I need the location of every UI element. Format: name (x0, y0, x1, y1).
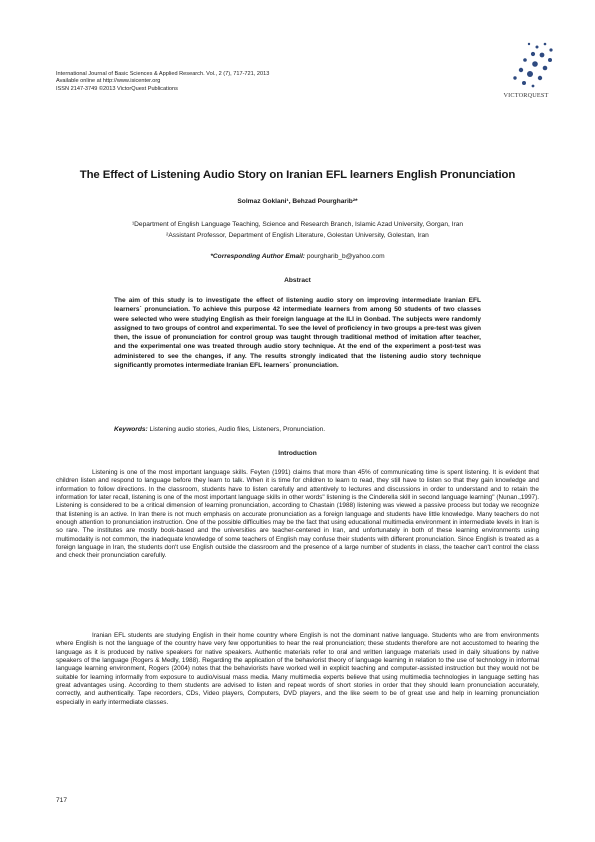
introduction-heading: Introduction (278, 450, 317, 457)
publisher-logo-dots-icon (495, 38, 557, 92)
publisher-logo-text: VICTORQUEST (503, 92, 549, 99)
abstract-heading: Abstract (284, 277, 311, 284)
keywords (114, 426, 481, 433)
corresponding-email: pourgharib_b@yahoo.com (305, 253, 385, 260)
corresponding-author (40, 253, 555, 260)
author-list: Solmaz Goklani¹, Behzad Pourgharib²* (237, 198, 358, 205)
affiliation-1: ¹Department of English Language Teaching, Science and Research Branch, Islamic Azad University, Gorgan, Iran (131, 221, 464, 228)
paper-title: The Effect of Listening Audio Story on Iranian EFL learners English Pronunciation (79, 169, 516, 181)
affiliation-2: ²Assistant Professor, Department of English Literature, Golestan University, Golestan, Iran (166, 232, 429, 239)
journal-citation (56, 71, 269, 93)
journal-line-2: Available online at http://www.isicenter.org (56, 78, 161, 85)
introduction-paragraph-2: Iranian EFL students are studying English in their home country where English is not the dominant native language. Students who are from environments where English is not the language of the country have very few opportunities to hear the real pronunciation; these students therefore are not accustomed to hearing the language as it is produced by native speakers for native speakers. Authentic materials refer to oral and written language materials used in daily situations by native speakers of the language (Rogers & Medly, 1988). Regarding the application of the behaviorist theory of language learning in relation to the use of technology in informal language learning environment, Rogers (2004) notes that the behaviorists have worked well in explicit teaching and computer-assisted instruction but they would not be suitable for learning informally from exposure to audio/visual mass media. Many multimedia experts believe that using multimedia technologies in language setting has great advantages using. According to them students are advised to listen and repeat words of short stories in order that they should learn pronunciation accurately, correctly, and authentically. Tape recorders, CDs, Video players, Computers, DVD players, and the like seem to be of great use and help in learning pronunciation especially in early intermediate classes. (56, 632, 539, 706)
keywords-text: Listening audio stories, Audio files, Listeners, Pronunciation. (147, 426, 326, 433)
publisher-logo (495, 38, 557, 106)
keywords-label: Keywords: (114, 426, 148, 433)
abstract-text: The aim of this study is to investigate the effect of listening audio story on improving intermediate Iranian EFL learners` pronunciation. To achieve this purpose 42 intermediate learners from among 50 students of two classes were selected who were studying English as their foreign language at the ILI in Gonbad. The subjects were randomly assigned to two groups of control and experimental. To see the level of proficiency in two groups a pre-test was given then, the issue of pronunciation for control group was taught through traditional method of imitation after teacher, and the experimental one was treated through audio story technique. At the end of the experiment a post-test was administered to see the changes, if any. The results strongly indicated that the listening audio story technique significantly promotes intermediate Iranian EFL learners` pronunciation. (114, 297, 481, 370)
introduction-paragraph-1: Listening is one of the most important language skills. Feyten (1991) claims that more than 45% of communicating time is spent listening. It is evident that children listen and respond to language before they learn to talk. When it is time for children to learn to read, they still have to listen so that they gain knowledge and information to follow directions. In the classroom, students have to listen carefully and attentively to lectures and discussions in order to understand and to retain the information for later recall, listening is one of the most important language skills in other words" listening is the Cinderella skill in second language learning" (Nunan.,1997). Listening is considered to be a critical dimension of learning pronunciation, according to Chastain (1988) listening was viewed a passive process but today we recognize that listening is an active. In Iran there is not much emphasis on accurate pronunciation as a foreign language and students have little knowledge. Many teachers do not enough attention to pronunciation instruction. One of the possible difficulties may be the fact that using educational multimedia environment in intermediate levels in Iran is so rare. The institutes are mostly book-based and the universities are teacher-centered in Iran, and unfortunately in both of these learning environments using multimodality is not common, the inadequate knowledge of some teachers of English may confuse their students with different pronunciation. Since English is treated as a foreign language in Iran, the students don't use English outside the classroom and the presence of a large number of students in class, the teacher can't control the class and check their pronunciation carefully. (56, 469, 539, 560)
journal-line-3: ISSN 2147-3749 ©2013 VictorQuest Publications (56, 85, 178, 92)
corresponding-label: *Corresponding Author Email: (210, 253, 305, 260)
journal-line-1: International Journal of Basic Sciences & Applied Research. Vol., 2 (7), 717-721, 2013 (56, 71, 270, 77)
page-number: 717 (56, 797, 68, 804)
